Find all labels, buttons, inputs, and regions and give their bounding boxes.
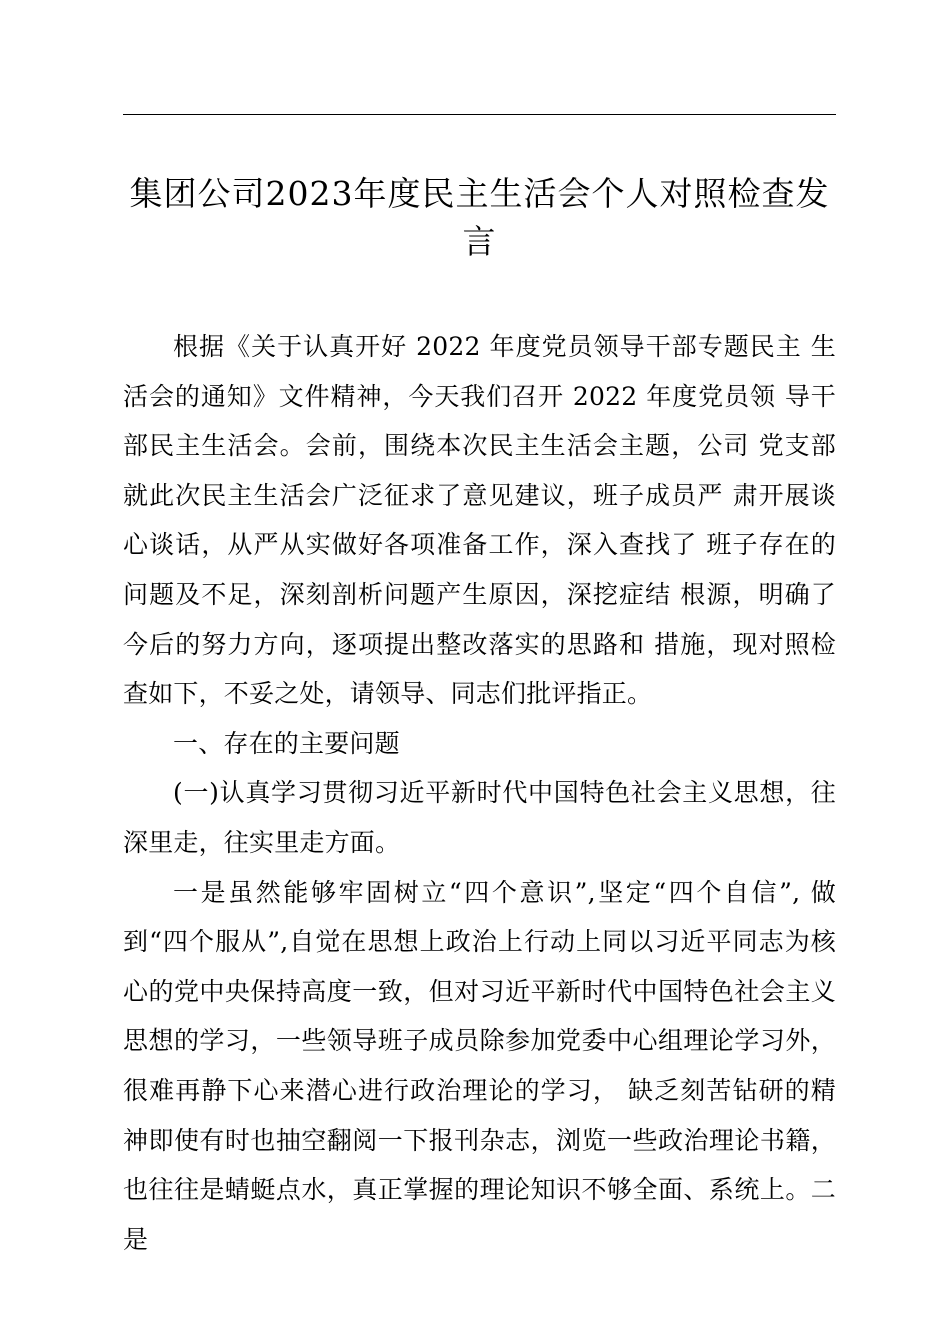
section-heading: 一、存在的主要问题 [173, 728, 400, 758]
document-body [123, 322, 836, 1264]
subsection-heading: (一)认真学习贯彻习近平新时代中国特色社会主义思想，往深里走，往实里走方面。 [123, 778, 836, 857]
document-title: 集团公司2023年度民主生活会个人对照检查发言 [129, 174, 830, 261]
body-paragraph-detail: 一是虽然能够牢固树立“四个意识”,坚定“四个自信”, 做到“四个服从”,自觉在思想上政治上行动上同以习近平同志为核心的党中央保持高度一致，但对习近平新时代中国特色社会主义思想的学习，一些领导班子成员除参加党委中心组理论学习外，很难再静下心来潜心进行政治理论的学习， 缺乏刻苦钻研的精神即使有时也抽空翻阅一下报刊杂志，浏览一些政治理论书籍，也往往是蜻蜓点水，真正掌握的理论知识不够全面、系统上。二是 [123, 877, 836, 1254]
header-rule [123, 114, 836, 115]
body-paragraph-intro: 根据《关于认真开好 2022 年度党员领导干部专题民主 生活会的通知》文件精神，今天我们召开 2022 年度党员领 导干部民主生活会。会前，围绕本次民主生活会主题，公司 党支部就此次民主生活会广泛征求了意见建议，班子成员严 肃开展谈心谈话，从严从实做好各项准备工作，深入查找了 班子存在的问题及不足，深刻剖析问题产生原因，深挖症结 根源，明确了今后的努力方向，逐项提出整改落实的思路和 措施，现对照检查如下，不妥之处，请领导、同志们批评指正。 [123, 332, 836, 709]
